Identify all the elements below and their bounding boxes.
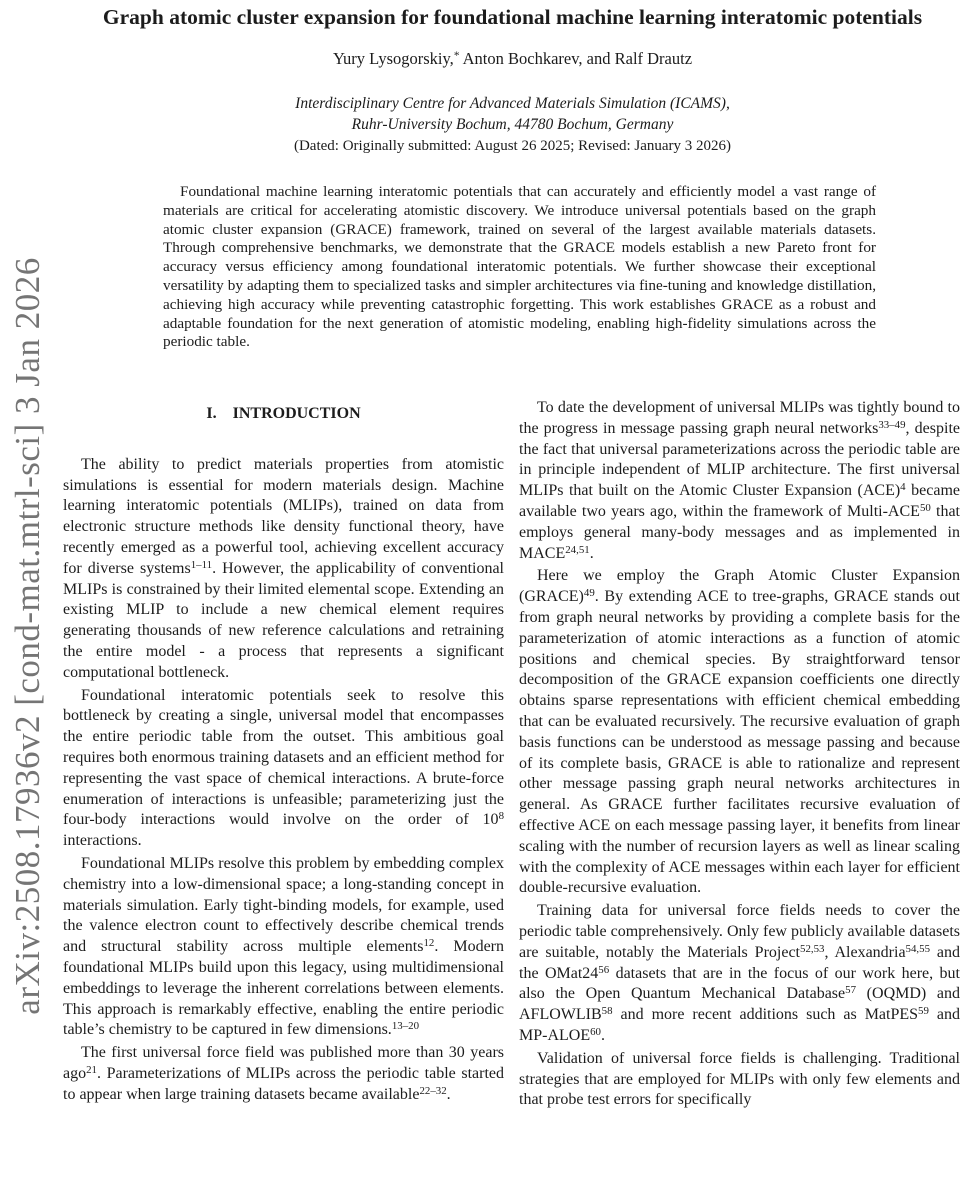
paragraph: Here we employ the Graph Atomic Cluster Expansion (GRACE)$^{49}$. By extending ACE to tree-graphs, GRACE stands out from graph neural networks by providing a complete basis for the parameterization of atomic interactions as a function of atomic positions and chemical species. By straightforward tensor decomposition of the GRACE expansion coefficients one directly obtains sparse representations with efficient chemical embedding that can be evaluated recursively. The recursive evaluation of graph basis functions can be understood as message passing and because of its complete basis, GRACE is able to rationalize and represent other message passing graph neural networks architectures in general. As GRACE further facilitates recursive evaluation of effective ACE on each message passing layer, it benefits from linear scaling with the number of recursion layers as well as linear scaling with the complexity of ACE messages within each layer for efficient double-recursive evaluation. — [519, 567, 960, 897]
left-column — [63, 398, 504, 1200]
paper-title: Graph atomic cluster expansion for foundational machine learning interatomic potentials — [102, 5, 923, 29]
paragraph: The ability to predict materials properties from atomistic simulations is essential for modern materials design. Machine learning interatomic potentials (MLIPs), trained on data from electronic structure methods like density functional theory, have recently emerged as a powerful tool, achieving excellent accuracy for diverse systems$^{1-11}$. However, the applicability of conventional MLIPs is constrained by their limited elemental scope. Extending an existing MLIP to include a new chemical element requires generating thousands of new reference calculations and retraining the entire model - a process that represents a significant computational bottleneck. — [63, 455, 504, 681]
paragraph: Foundational interatomic potentials seek to resolve this bottleneck by creating a single, universal model that encompasses the entire periodic table from the outset. This ambitious goal requires both enormous training datasets and an efficient method for representing the vast space of chemical interactions. A brute-force enumeration of interactions is unfeasible; parameterizing just the four-body interactions would involve on the order of $10^8$ interactions. — [63, 686, 504, 850]
dated-line: (Dated: Originally submitted: August 26 2025; Revised: January 3 2026) — [293, 138, 732, 154]
right-column — [519, 398, 960, 1200]
arxiv-watermark: arXiv:2508.17936v2 [cond-mat.mtrl-sci] 3 Jan 2026 — [8, 257, 47, 1015]
authors-line: Yury Lysogorskiy,* Anton Bochkarev, and Ralf Drautz — [332, 49, 693, 68]
paper-header — [60, 4, 965, 156]
affiliation-line-1: Interdisciplinary Centre for Advanced Materials Simulation (ICAMS), — [295, 95, 730, 112]
paragraph: Training data for universal force fields needs to cover the periodic table comprehensively. Only few publicly available datasets are suitable, notably the Materials Project$^{52,53}$, Alexandria$^{54,55}$ and the $OMat24^{56}$ datasets that are in the focus of our work here, but also the Open Quantum Mechanical Database$^{57}$ (OQMD) and AFLOWLIB$^{58}$ and more recent additions such as MatPES$^{59}$ and MP-ALOE$^{60}$. — [519, 902, 960, 1044]
section-heading-introduction — [63, 404, 504, 425]
paragraph: Validation of universal force fields is challenging. Traditional strategies that are employed for MLIPs with only few elements and that probe test errors for specifically — [519, 1049, 960, 1109]
section-number: I. — [206, 405, 217, 422]
paragraph: To date the development of universal MLIPs was tightly bound to the progress in message passing graph neural networks$^{33-49}$, despite the fact that universal parameterizations across the periodic table are in principle independent of MLIP architecture. The first universal MLIPs that built on the Atomic Cluster Expansion (ACE)$^4$ became available two years ago, within the framework of Multi-ACE$^{50}$ that employs general many-body messages and as implemented in MACE$^{24,51}$. — [519, 399, 960, 562]
affiliation-line-2: Ruhr-University Bochum, 44780 Bochum, Germany — [351, 116, 674, 133]
paragraph: Foundational MLIPs resolve this problem by embedding complex chemistry into a low-dimensional space; a long-standing concept in materials simulation. Early tight-binding models, for example, used the valence electron count to effectively describe chemical trends and structural stability across multiple elements$^{12}$. Modern foundational MLIPs build upon this legacy, using multidimensional embeddings to leverage the inherent correlations between elements. This approach is remarkably effective, enabling the entire periodic table’s chemistry to be captured in few dimensions.$^{13-20}$ — [63, 854, 504, 1039]
abstract: Foundational machine learning interatomic potentials that can accurately and efficiently model a vast range of materials are critical for accelerating atomistic discovery. We introduce universal potentials based on the graph atomic cluster expansion (GRACE) framework, trained on several of the largest available materials datasets. Through comprehensive benchmarks, we demonstrate that the GRACE models establish a new Pareto front for accuracy versus efficiency among foundational interatomic potentials. We further showcase their exceptional versatility by adapting them to specialized tasks and simpler architectures via fine-tuning and knowledge distillation, achieving high accuracy while preventing catastrophic forgetting. This work establishes GRACE as a robust and adaptable foundation for the next generation of atomistic modeling, enabling high-fidelity simulations across the periodic table. — [163, 183, 876, 351]
section-title: INTRODUCTION — [232, 405, 361, 422]
paragraph: The first universal force field was published more than 30 years ago$^{21}$. Parameterizations of MLIPs across the periodic table started to appear when large training datasets became available$^{22-32}$. — [63, 1044, 504, 1103]
